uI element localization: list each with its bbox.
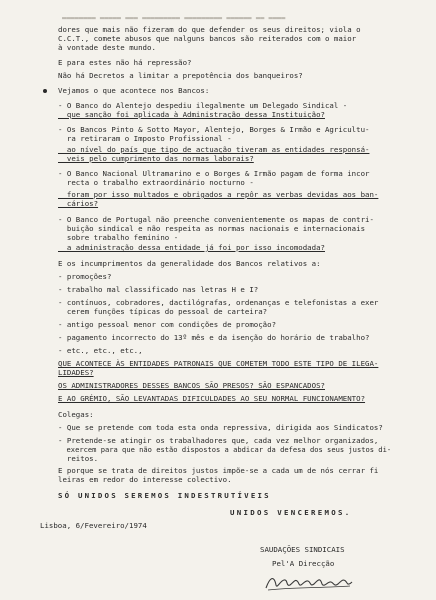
handwritten-signature (264, 571, 354, 593)
text-line: leiras em redor do interesse colectivo. (58, 475, 232, 484)
text-line: - O Banco Nacional Ultramarino e o Borges & Irmão pagam de forma incor (58, 169, 370, 178)
date-line: Lisboa, 6/Fevereiro/1974 (40, 521, 147, 530)
closing-line: SAUDAÇÕES SINDICAIS (260, 545, 345, 554)
closing-line: Pel'A Direcção (272, 559, 335, 568)
text-line: à vontade deste mundo. (58, 43, 156, 52)
text-line: - trabalho mal classificado nas letras H e I? (58, 285, 259, 294)
text-line: - Que se pretende com toda esta onda repressiva, dirigida aos Sindicatos? (58, 423, 383, 432)
text-line-underlined: que sanção foi aplicada à Administração dessa Instituição? (58, 110, 325, 119)
text-line: Vejamos o que acontece nos Bancos: (58, 86, 210, 95)
text-line: buição sindical e não respeita as normas nacionais e internacionais (58, 224, 366, 233)
text-line: cerem funções típicas do pessoal de carteira? (58, 307, 268, 316)
text-line: ra retiraram o Imposto Profissional - (58, 134, 232, 143)
text-line: - O Banco de Portugal não preenche convenientemente os mapas de contri- (58, 215, 374, 224)
text-line: sobre trabalho feminino - (58, 233, 179, 242)
text-line: - pagamento incorrecto do 13º mês e da isenção do horário de trabalho? (58, 333, 370, 342)
text-line: E porque se trata de direitos justos impõe-se a cada um de nós cerrar fi (58, 466, 379, 475)
slogan-line: SÓ UNIDOS SEREMOS INDESTRUTÍVEIS (58, 491, 271, 500)
bullet-dot (43, 89, 47, 93)
text-line: - promoções? (58, 272, 112, 281)
text-line: - etc., etc., etc., (58, 346, 143, 355)
text-line: Não há Decretos a limitar a prepotência dos banqueiros? (58, 71, 303, 80)
text-line: exercem para que não estão dispostos a abdicar da defesa dos seus justos di- (58, 445, 392, 454)
text-line: reitos. (58, 454, 99, 463)
text-line-underlined: cários? (58, 199, 99, 208)
text-line-underlined: a administração dessa entidade já foi por isso incomodada? (58, 243, 325, 252)
text-line-underlined: QUE ACONTECE ÀS ENTIDADES PATRONAIS QUE COMETEM TODO ESTE TIPO DE ILEGA- (58, 359, 379, 368)
text-line: - contínuos, cobradores, dactilógrafas, ordenanças e telefonistas a exer (58, 298, 379, 307)
slogan-line: UNIDOS VENCEREMOS. (230, 508, 352, 517)
text-line-underlined: LIDADES? (58, 368, 94, 377)
text-line: - O Banco do Alentejo despediu ilegalmente um Delegado Sindical - (58, 101, 348, 110)
text-line-underlined: ao nível do país que tipo de actuação tiveram as entidades responsá- (58, 145, 370, 154)
text-line: recta o trabalho extraordinário nocturno - (58, 178, 254, 187)
bleed-through-text: ▬▬▬▬▬▬▬▬ ▬▬▬▬▬ ▬▬▬ ▬▬▬▬▬▬▬▬▬ ▬▬▬▬▬▬▬▬▬ ▬▬▬▬▬▬ ▬▬ ▬▬▬▬ (62, 14, 286, 22)
text-line-underlined: veis pelo cumprimento das normas laborais? (58, 154, 254, 163)
text-line-underlined: OS ADMINISTRADORES DESSES BANCOS SÃO PRESOS? SÃO ESPANCADOS? (58, 381, 325, 390)
text-line: - Os Bancos Pinto & Sotto Mayor, Alentejo, Borges & Irmão e Agricultu- (58, 125, 370, 134)
text-line: dores que mais não fizeram do que defender os seus direitos; viola o (58, 25, 361, 34)
text-line: E os incumprimentos da generalidade dos Bancos relativos a: (58, 259, 321, 268)
text-line: - antigo pessoal menor com condições de promoção? (58, 320, 277, 329)
text-line: - Pretende-se atingir os trabalhadores que, cada vez melhor organizados, (58, 436, 379, 445)
text-line-underlined: E AO GRÉMIO, SÃO LEVANTADAS DIFICULDADES AO SEU NORMAL FUNCIONAMENTO? (58, 394, 366, 403)
text-line: C.C.T., comete abusos que nalguns bancos são reiterados com o maior (58, 34, 357, 43)
text-line-underlined: foram por isso multados e obrigados a repôr as verbas devidas aos ban- (58, 190, 379, 199)
text-line: Colegas: (58, 410, 94, 419)
text-line: E para estes não há repressão? (58, 58, 192, 67)
